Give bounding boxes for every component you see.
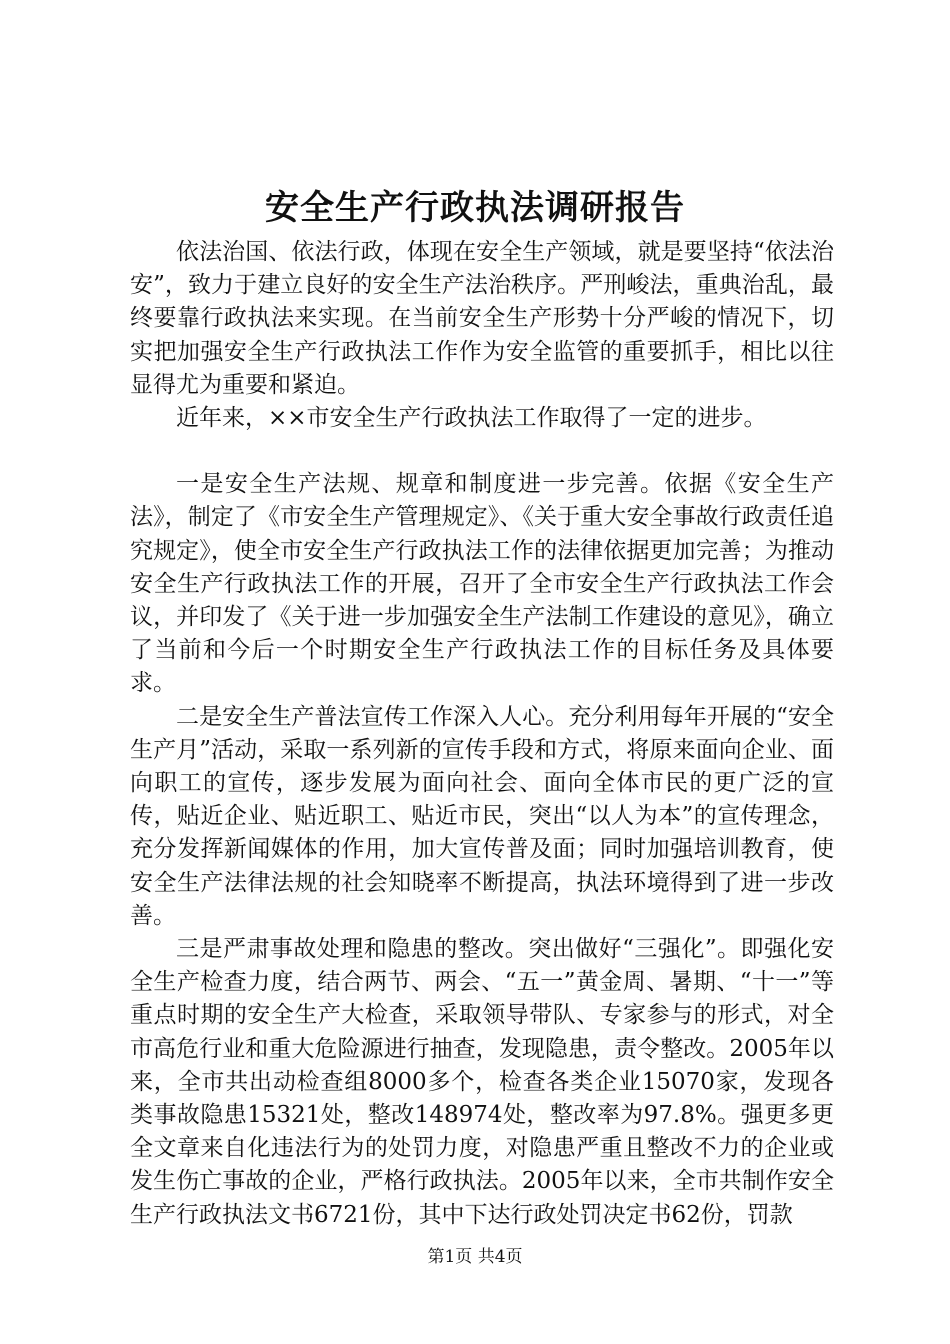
paragraph-intro: 依法治国、依法行政，体现在安全生产领域，就是要坚持“依法治安”，致力于建立良好的安全生产法治秩序。严刑峻法，重典治乱，最终要靠行政执法来实现。在当前安全生产形势十分严峻的情况下，切实把加强安全生产行政执法工作作为安全监管的重要抓手，相比以往显得尤为重要和紧迫。 — [130, 239, 834, 398]
paragraph-spacer — [130, 435, 834, 468]
paragraph-point-three: 三是严肃事故处理和隐患的整改。突出做好“三强化”。即强化安全生产检查力度，结合两节、两会、“五一”黄金周、暑期、“十一”等重点时期的安全生产大检查，采取领导带队、专家参与的形式，对全市高危行业和重大危险源进行抽查，发现隐患，责令整改。2005年以来，全市共出动检查组8000多个，检查各类企业15070家，发现各类事故隐患15321处，整改148974处，整改率为97.8%。强更多更全文章来自化违法行为的处罚力度，对隐患严重且整改不力的企业或发生伤亡事故的企业，严格行政执法。2005年以来，全市共制作安全生产行政执法文书6721份，其中下达行政处罚决定书62份，罚款 — [130, 936, 834, 1228]
paragraph-point-one: 一是安全生产法规、规章和制度进一步完善。依据《安全生产法》，制定了《市安全生产管理规定》、《关于重大安全事故行政责任追究规定》，使全市安全生产行政执法工作的法律依据更加完善；为推动安全生产行政执法工作的开展，召开了全市安全生产行政执法工作会议，并印发了《关于进一步加强安全生产法制工作建设的意见》，确立了当前和今后一个时期安全生产行政执法工作的目标任务及具体要求。 — [130, 471, 834, 697]
paragraph-progress: 近年来，××市安全生产行政执法工作取得了一定的进步。 — [176, 405, 767, 432]
document-title: 安全生产行政执法调研报告 — [265, 188, 685, 228]
paragraph-point-two: 二是安全生产普法宣传工作深入人心。充分利用每年开展的“安全生产月”活动，采取一系列新的宣传手段和方式，将原来面向企业、面向职工的宣传，逐步发展为面向社会、面向全体市民的更广泛的宣传，贴近企业、贴近职工、贴近市民，突出“以人为本”的宣传理念，充分发挥新闻媒体的作用，加大宣传普及面；同时加强培训教育，使安全生产法律法规的社会知晓率不断提高，执法环境得到了进一步改善。 — [130, 703, 834, 929]
page-number-footer: 第1页 共4页 — [427, 1247, 523, 1267]
document-body — [130, 236, 834, 1232]
